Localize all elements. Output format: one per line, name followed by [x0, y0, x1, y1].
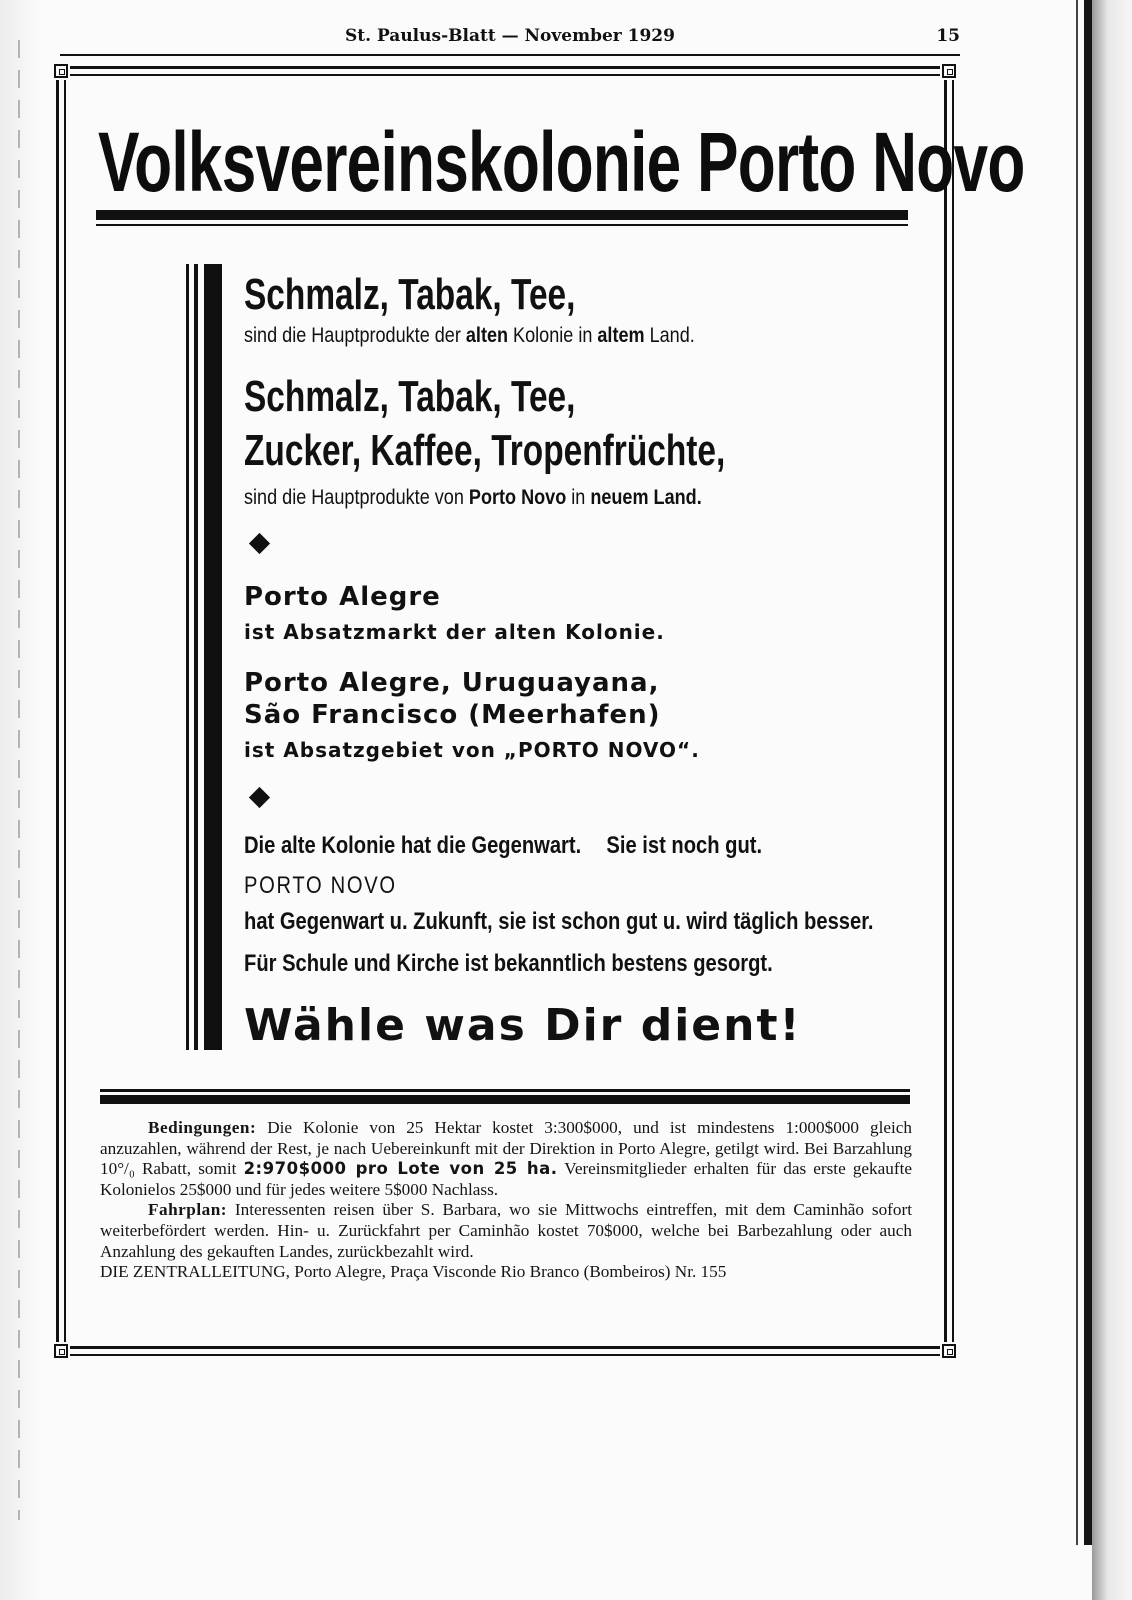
frame-right-rule	[944, 80, 954, 1342]
frame-corner-ornament	[942, 1344, 956, 1358]
scan-edge-right-shadow	[1092, 0, 1132, 1600]
diamond-ornament	[249, 787, 270, 808]
porto-novo-products-line1: Schmalz, Tabak, Tee,	[244, 372, 576, 421]
headline-rule	[96, 210, 908, 220]
future-statement: hat Gegenwart u. Zukunft, sie ist schon gut u. wird täglich besser.	[244, 908, 874, 935]
scan-edge-left	[0, 0, 44, 1600]
schedule-paragraph: Fahrplan: Interessenten reisen über S. Barbara, wo sie Mittwochs eintreffen, mit dem Caminhão sofort weiterbefördert werden. Hin- u. Zurückfahrt per Caminhão kostet 70$000, welche bei Barbezahlung oder auch Anzahlung des gekauften Landes, zurückbezahlt wird.	[100, 1200, 912, 1261]
frame-top-rule	[70, 66, 940, 76]
conditions-rule	[100, 1089, 910, 1092]
page-number: 15	[936, 26, 960, 46]
frame-left-rule	[56, 80, 66, 1342]
porto-novo-products-line2: Zucker, Kaffee, Tropenfrüchte,	[244, 426, 726, 475]
conditions-paragraph: Bedingungen: Die Kolonie von 25 Hektar kostet 3:300$000, und ist mindestens 1:000$000 gleich anzuzahlen, während der Rest, je nach Uebereinkunft mit der Direktion in Porto Alegre, getilgt wird. Bei Barzahlung 10°/₀ Rabatt, somit 2:970$000 pro Lote von 25 ha. Vereinsmitglieder erhalten für das erste gekaufte Kolonielos 25$000 und für jedes weitere 5$000 Nachlass.	[100, 1118, 912, 1199]
frame-corner-ornament	[54, 64, 68, 78]
ad-slogan: Wähle was Dir dient!	[244, 1000, 802, 1051]
frame-bottom-rule	[70, 1346, 940, 1356]
frame-corner-ornament	[942, 64, 956, 78]
porto-novo-label: PORTO NOVO	[244, 872, 397, 899]
conditions-rule-thick	[100, 1095, 910, 1104]
old-market-caption: ist Absatzmarkt der alten Kolonie.	[244, 620, 665, 644]
scan-edge-left-artifact	[18, 40, 20, 1520]
running-title: St. Paulus-Blatt — November 1929	[345, 26, 675, 46]
conditions-text	[100, 1118, 912, 1283]
porto-novo-caption: sind die Hauptprodukte von Porto Novo in neuem Land.	[244, 486, 702, 509]
headline-rule-thin	[96, 224, 908, 226]
present-statement: Die alte Kolonie hat die Gegenwart. Sie ist noch gut.	[244, 832, 763, 859]
old-colony-products: Schmalz, Tabak, Tee,	[244, 270, 576, 319]
new-markets-caption: ist Absatzgebiet von „PORTO NOVO“.	[244, 738, 700, 762]
running-header	[60, 24, 960, 56]
advertisement-frame	[54, 64, 1025, 1358]
frame-corner-ornament	[54, 1344, 68, 1358]
content-bar-thick	[204, 264, 222, 1050]
ad-headline: Volksvereinskolonie Porto Novo	[98, 115, 1025, 209]
signature-line: DIE ZENTRALLEITUNG, Porto Alegre, Praça Visconde Rio Branco (Bombeiros) Nr. 155	[100, 1262, 727, 1282]
content-bar	[194, 264, 198, 1050]
scan-edge-right	[1084, 0, 1092, 1545]
content-bar	[186, 264, 189, 1050]
new-markets-line2: São Francisco (Meerhafen)	[244, 700, 661, 730]
school-church-statement: Für Schule und Kirche ist bekanntlich bestens gesorgt.	[244, 950, 773, 977]
old-market: Porto Alegre	[244, 582, 441, 612]
new-markets-line1: Porto Alegre, Uruguayana,	[244, 668, 660, 698]
diamond-ornament	[249, 533, 270, 554]
scan-edge-right-line	[1076, 0, 1078, 1545]
old-colony-caption: sind die Hauptprodukte der alten Kolonie in altem Land.	[244, 324, 695, 347]
